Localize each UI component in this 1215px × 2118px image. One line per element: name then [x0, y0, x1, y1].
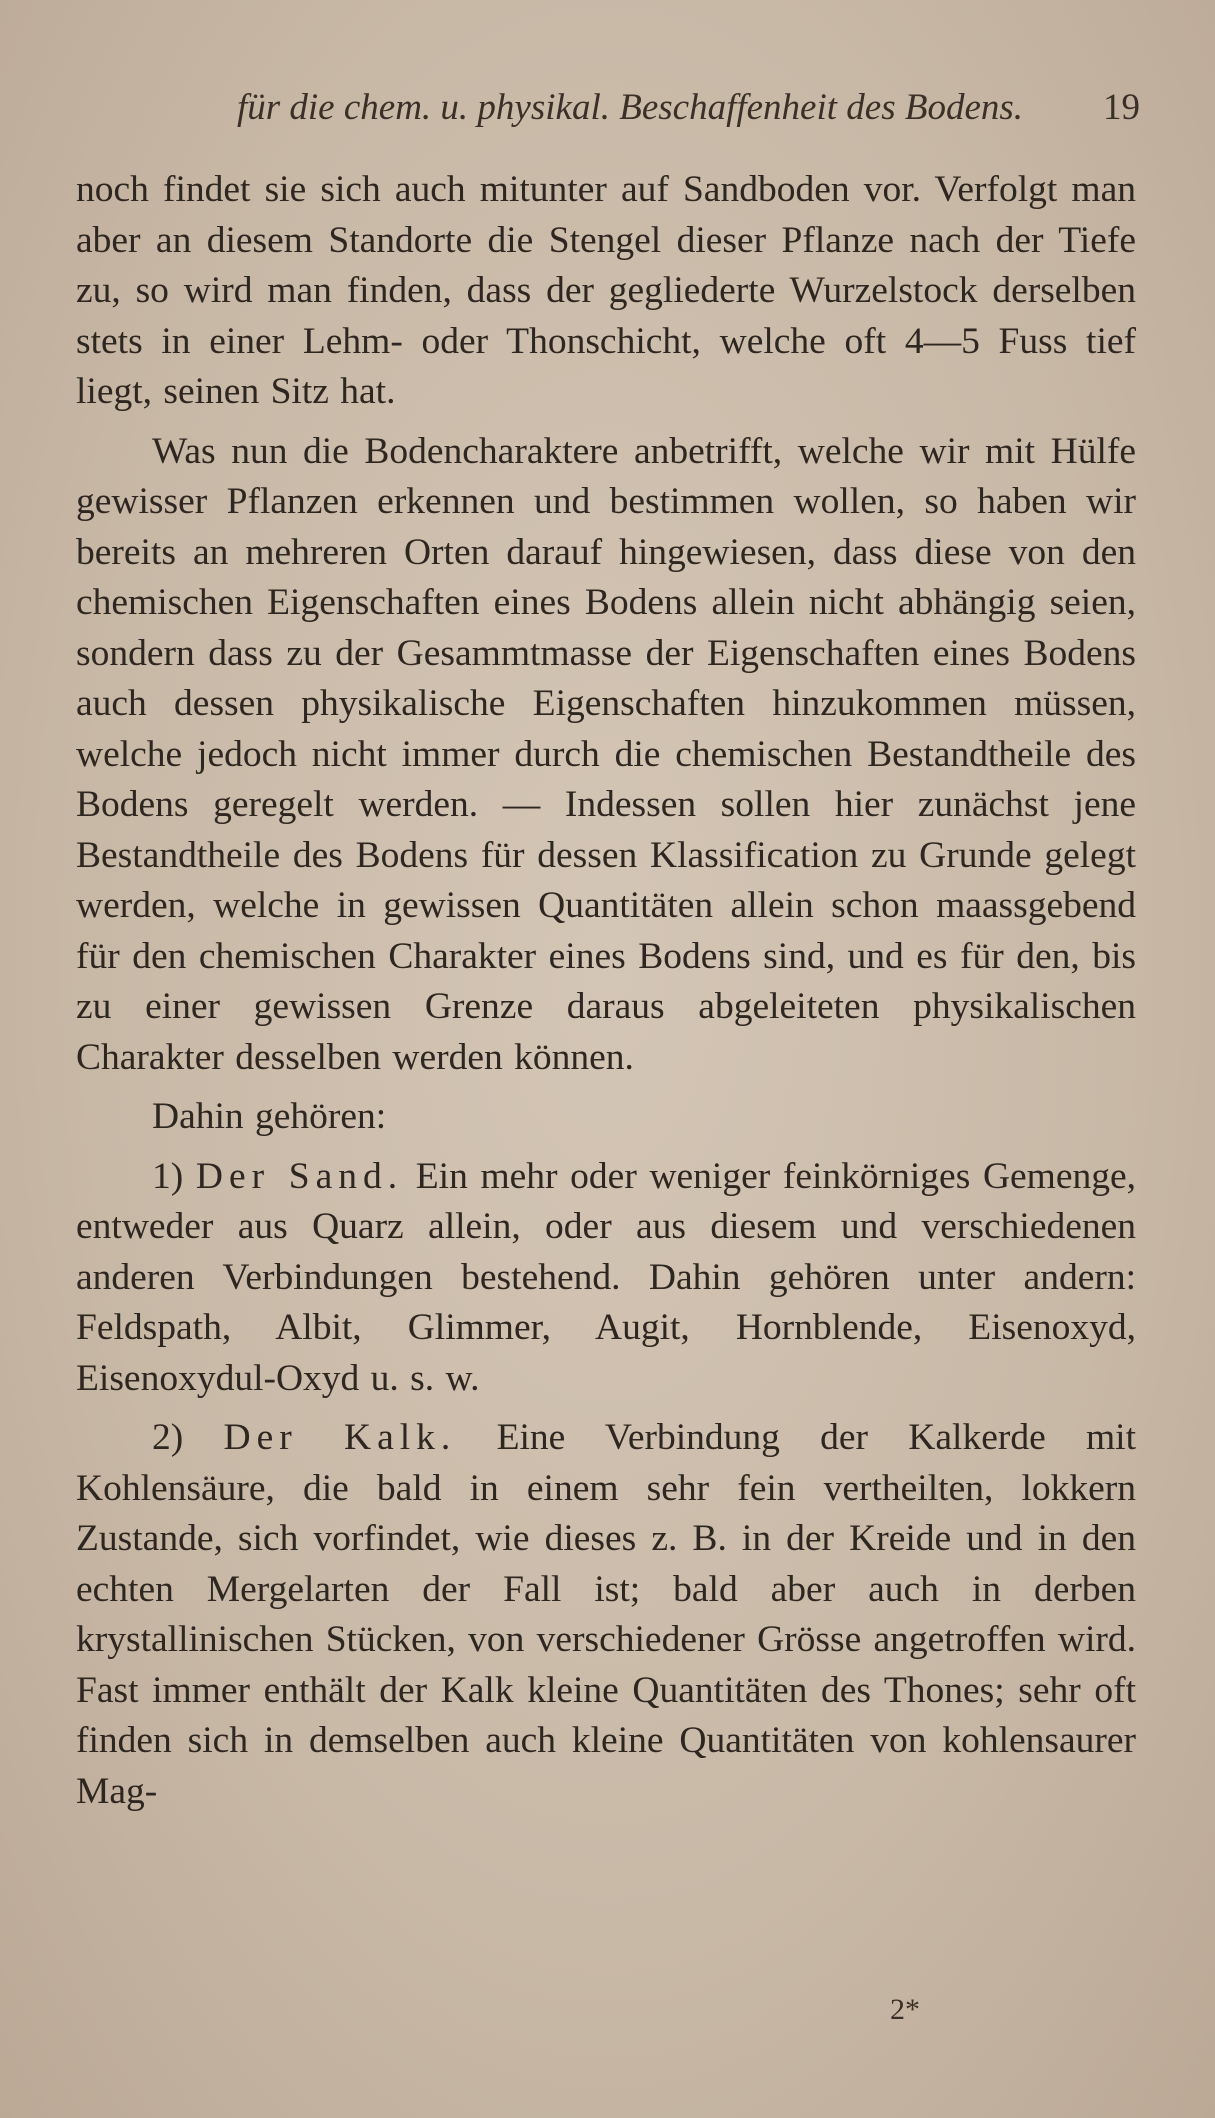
running-title: für die chem. u. physikal. Beschaffenheit des Bodens. — [236, 87, 1024, 128]
running-head — [120, 78, 1140, 138]
page-number: 19 — [1103, 87, 1140, 128]
list-item-heading: Der Sand. — [195, 1155, 404, 1197]
list-item-text: Eine Verbindung der Kalkerde mit Kohlensäure, die bald in einem sehr fein vertheilten, lokkern Zustande, sich vorfindet, wie dieses z. B. in der Kreide und in den echten Mergelarten der Fall ist; bald aber auch in derben krystallinischen Stücken, von verschiedener Grösse angetroffen wird. Fast immer enthält der Kalk kleine Quantitäten des Thones; sehr oft finden sich in demselben auch kleine Quantitäten von kohlensaurer Mag- — [76, 1417, 1137, 1812]
signature-mark: 2* — [890, 1993, 920, 2026]
list-item-number: 2) — [152, 1417, 184, 1458]
body-text — [76, 165, 1136, 1817]
list-item-sand — [76, 1152, 1136, 1405]
paragraph-continuation: noch findet sie sich auch mitunter auf Sandboden vor. Verfolgt man aber an diesem Standorte die Stengel dieser Pflanze nach der Tiefe zu, so wird man finden, dass der gegliederte Wurzelstock derselben stets in einer Lehm- oder Thonschicht, welche oft 4—5 Fuss tief liegt, seinen Sitz hat. — [76, 169, 1136, 412]
paragraph-dahin: Dahin gehören: — [152, 1096, 387, 1137]
list-item-number: 1) — [152, 1155, 184, 1197]
list-item-text: Ein mehr oder weniger feinkörniges Gemenge, entweder aus Quarz allein, oder aus diesem und verschiedenen anderen Verbindungen bestehend. Dahin gehören unter andern: Feldspath, Albit, Glimmer, Augit, Hornblende, Eisenoxyd, Eisenoxydul-Oxyd u. s. w. — [76, 1155, 1136, 1399]
list-item-kalk — [76, 1413, 1136, 1817]
paragraph-bodencharaktere: Was nun die Bodencharaktere anbetrifft, welche wir mit Hülfe gewisser Pflanzen erkennen und bestimmen wollen, so haben wir bereits an mehreren Orten darauf hingewiesen, dass diese von den chemischen Eigenschaften eines Bodens allein nicht abhängig seien, sondern dass zu der Gesammtmasse der Eigenschaften eines Bodens auch dessen physikalische Eigenschaften hinzukommen müssen, welche jedoch nicht immer durch die chemischen Bestandtheile des Bodens geregelt werden. — Indessen sollen hier zunächst jene Bestandtheile des Bodens für dessen Klassification zu Grunde gelegt werden, welche in gewissen Quantitäten allein schon maassgebend für den chemischen Charakter eines Bodens sind, und es für den, bis zu einer gewissen Grenze daraus abgeleiteten physikalischen Charakter desselben werden können. — [76, 430, 1136, 1078]
list-item-heading: Der Kalk. — [223, 1417, 457, 1458]
